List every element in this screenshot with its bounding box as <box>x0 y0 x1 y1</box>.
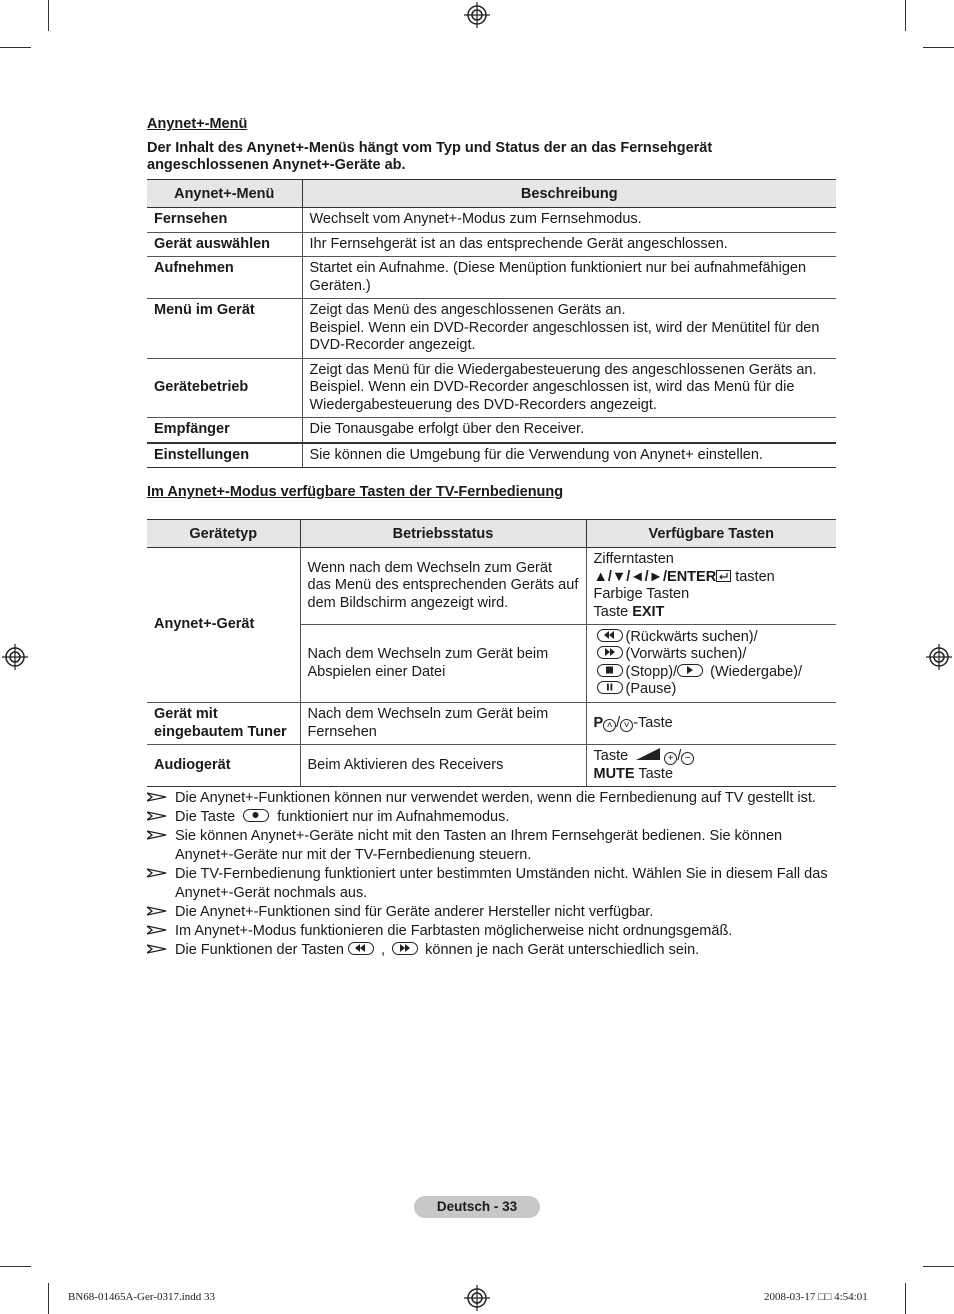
crop-mark <box>905 0 906 31</box>
menu-description: Die Tonausgabe erfolgt über den Receiver. <box>302 418 836 443</box>
table-header-row <box>147 520 836 548</box>
menu-name: Menü im Gerät <box>147 299 302 359</box>
operating-status: Nach dem Wechseln zum Gerät beim Fernsehen <box>300 703 586 745</box>
note-arrow-icon <box>147 830 167 840</box>
page-number-badge: Deutsch - 33 <box>414 1196 540 1218</box>
enter-icon <box>716 570 731 582</box>
registration-mark-icon <box>464 2 490 28</box>
rewind-icon <box>348 942 374 955</box>
crop-mark <box>923 1266 954 1267</box>
registration-mark-icon <box>2 644 28 670</box>
note-arrow-icon <box>147 868 167 878</box>
channel-up-icon: ˄ <box>603 719 616 732</box>
section-heading-anynet-menu: Anynet+-Menü <box>147 116 248 132</box>
operating-status: Beim Aktivieren des Receivers <box>300 745 586 787</box>
stop-icon <box>597 664 623 677</box>
menu-description: Ihr Fernsehgerät ist an das entsprechende Gerät angeschlossen. <box>302 232 836 257</box>
crop-mark <box>0 1266 31 1267</box>
table-row <box>147 208 836 233</box>
available-keys: Taste + / − MUTE Taste <box>586 745 836 787</box>
table-row <box>147 745 836 787</box>
column-header-status: Betriebsstatus <box>300 520 586 548</box>
slug-filename: BN68-01465A-Ger-0317.indd 33 <box>68 1291 216 1303</box>
anynet-menu-table <box>147 179 836 468</box>
table-row <box>147 232 836 257</box>
registration-mark-icon <box>926 644 952 670</box>
remote-keys-table <box>147 519 836 787</box>
play-icon <box>677 664 703 677</box>
section-heading-remote-keys: Im Anynet+-Modus verfügbare Tasten der TV-Fernbedienung <box>147 484 564 500</box>
menu-name: Fernsehen <box>147 208 302 233</box>
note-arrow-icon <box>147 906 167 916</box>
table-row <box>147 443 836 468</box>
rewind-icon <box>597 629 623 642</box>
column-header-keys: Verfügbare Tasten <box>586 520 836 548</box>
note-item: Sie können Anynet+-Geräte nicht mit den Tasten an Ihrem Fernsehgerät bedienen. Sie können Anynet+-Geräte nur mit der TV-Fernbedienung steuern. <box>147 827 836 865</box>
menu-description: Wechselt vom Anynet+-Modus zum Fernsehmodus. <box>302 208 836 233</box>
available-keys: (Rückwärts suchen)/ (Vorwärts suchen)/ (Stopp)/ (Wiedergabe)/ (Pause) <box>586 625 836 703</box>
table-row <box>147 257 836 299</box>
slug-timestamp: 2008-03-17 □□ 4:54:01 <box>764 1291 868 1303</box>
available-keys: Zifferntasten ▲/▼/◄/►/ENTER tasten Farbige Tasten Taste EXIT <box>586 548 836 625</box>
available-keys: P ˄ / ˅ -Taste <box>586 703 836 745</box>
operating-status: Wenn nach dem Wechseln zum Gerät das Menü des entsprechenden Geräts auf dem Bildschirm angezeigt wird. <box>300 548 586 625</box>
registration-mark-icon <box>464 1285 490 1311</box>
table-row <box>147 418 836 443</box>
note-item: Die Taste funktioniert nur im Aufnahmemodus. <box>147 808 836 827</box>
menu-name: Einstellungen <box>147 443 302 468</box>
menu-description: Zeigt das Menü des angeschlossenen Geräts an. Beispiel. Wenn ein DVD-Recorder angeschlossen ist, wird der Menütitel für den DVD-Recorder angezeigt. <box>302 299 836 359</box>
column-header-device-type: Gerätetyp <box>147 520 300 548</box>
intro-text: Der Inhalt des Anynet+-Menüs hängt vom Typ und Status der an das Fernsehgerät angeschlossenen Anynet+-Geräte ab. <box>147 140 713 173</box>
note-item: Die TV-Fernbedienung funktioniert unter bestimmten Umständen nicht. Wählen Sie in diesem Fall das Anynet+-Gerät nochmals aus. <box>147 865 836 903</box>
notes-list <box>147 789 836 960</box>
table-row <box>147 299 836 359</box>
note-item: Die Anynet+-Funktionen sind für Geräte anderer Hersteller nicht verfügbar. <box>147 903 836 922</box>
note-item: Die Funktionen der Tasten , können je nach Gerät unterschiedlich sein. <box>147 941 836 960</box>
operating-status: Nach dem Wechseln zum Gerät beim Abspielen einer Datei <box>300 625 586 703</box>
device-type: Anynet+-Gerät <box>147 548 300 703</box>
page-content <box>147 116 836 960</box>
volume-down-icon: − <box>681 752 694 765</box>
record-icon <box>243 809 269 822</box>
volume-up-icon: + <box>664 752 677 765</box>
crop-mark <box>48 1283 49 1314</box>
table-header-row <box>147 180 836 208</box>
device-type: Gerät mit eingebautem Tuner <box>147 703 300 745</box>
menu-name: Aufnehmen <box>147 257 302 299</box>
menu-name: Gerätebetrieb <box>147 358 302 418</box>
channel-down-icon: ˅ <box>620 719 633 732</box>
menu-description: Zeigt das Menü für die Wiedergabesteuerung des angeschlossenen Geräts an. Beispiel. Wenn ein DVD-Recorder angeschlossen ist, wird das Menü für die Wiedergabesteuerung des DVD-Recorders angezeigt. <box>302 358 836 418</box>
table-row <box>147 358 836 418</box>
crop-mark <box>905 1283 906 1314</box>
menu-name: Empfänger <box>147 418 302 443</box>
fast-forward-icon <box>392 942 418 955</box>
menu-name: Gerät auswählen <box>147 232 302 257</box>
column-header-description: Beschreibung <box>302 180 836 208</box>
device-type: Audiogerät <box>147 745 300 787</box>
note-item: Die Anynet+-Funktionen können nur verwendet werden, wenn die Fernbedienung auf TV gestellt ist. <box>147 789 836 808</box>
note-arrow-icon <box>147 944 167 954</box>
crop-mark <box>48 0 49 31</box>
fast-forward-icon <box>597 646 623 659</box>
crop-mark <box>0 47 31 48</box>
pause-icon <box>597 681 623 694</box>
column-header-menu: Anynet+-Menü <box>147 180 302 208</box>
note-arrow-icon <box>147 811 167 821</box>
table-row <box>147 548 836 625</box>
table-row <box>147 703 836 745</box>
note-arrow-icon <box>147 925 167 935</box>
volume-icon <box>636 748 660 760</box>
crop-mark <box>923 47 954 48</box>
note-arrow-icon <box>147 792 167 802</box>
menu-description: Sie können die Umgebung für die Verwendung von Anynet+ einstellen. <box>302 443 836 468</box>
menu-description: Startet ein Aufnahme. (Diese Menüption funktioniert nur bei aufnahmefähigen Geräten.) <box>302 257 836 299</box>
note-item: Im Anynet+-Modus funktionieren die Farbtasten möglicherweise nicht ordnungsgemäß. <box>147 922 836 941</box>
